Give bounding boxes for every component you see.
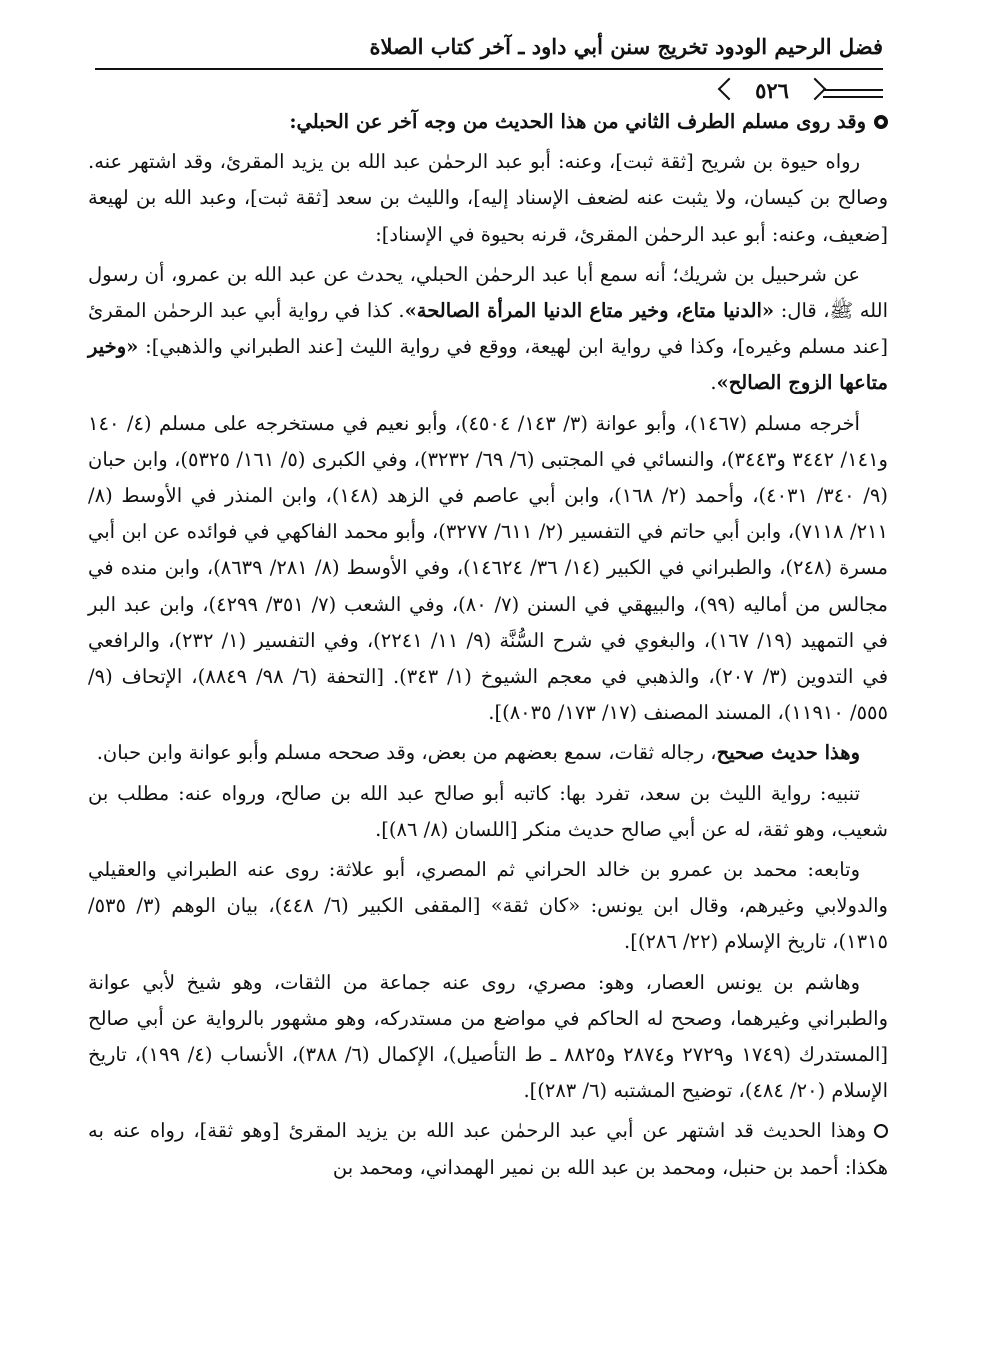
paragraph: وهاشم بن يونس العصار، وهو: مصري، روى عنه جماعة من الثقات، وهو شيخ لأبي عوانة والطبراني وغيرهما، وصحح له الحاكم في مواضع من مستدركه، وهو مشهور بالرواية عن أبي صالح [المستدرك (١٧٤٩ و٢٧٢٩ و٢٨٧٤ و٨٨٢٥ ـ ط التأصيل)، الإكمال (٦/ ٣٨٨)، الأنساب (٤/ ١٩٩)، تاريخ الإسلام (٢٠/ ٤٨٤)، توضيح المشتبه (٦/ ٢٨٣)]. [88, 970, 888, 1103]
paragraph: رواه حيوة بن شريح [ثقة ثبت]، وعنه: أبو عبد الرحمٰن عبد الله بن يزيد المقرئ، وقد اشتهر عنه. وصالح بن كيسان، ولا يثبت عنه لضعف الإسناد إليه]، والليث بن سعد [ثقة ثبت]، وعبد الله بن لهيعة [ضعيف، وعنه: أبو عبد الرحمٰن المقرئ، قرنه بحيوة في الإسناد]: [88, 150, 888, 246]
paragraph-intro: وقد روى مسلم الطرف الثاني من هذا الحديث من وجه آخر عن الحبلي: [88, 104, 888, 140]
paragraph: وتابعه: محمد بن عمرو بن خالد الحراني ثم المصري، أبو علاثة: روى عنه الطبراني والعقيلي والدولابي وغيرهم، وقال ابن يونس: «كان ثقة» [المقفى الكبير (٦/ ٤٤٨)، بيان الوهم (٣/ ٥٣٥/ ١٣١٥)، تاريخ الإسلام (٢٢/ ٢٨٦)]. [88, 858, 888, 954]
paragraph-takhrij: أخرجه مسلم (١٤٦٧)، وأبو عوانة (٣/ ١٤٣/ ٤٥٠٤)، وأبو نعيم في مستخرجه على مسلم (٤/ ١٤٠ و١٤١/ ٣٤٤٢ و٣٤٤٣)، والنسائي في المجتبى (٦/ ٦٩/ ٣٢٣٢)، وفي الكبرى (٥/ ١٦١/ ٥٣٢٥)، وابن حبان (٩/ ٣٤٠/ ٤٠٣١)، وأحمد (٢/ ١٦٨)، وابن أبي عاصم في الزهد (١٤٨)، وابن المنذر في الأوسط (٨/ ٢١١/ ٧١١٨)، وابن أبي حاتم في التفسير (٢/ ٦١١/ ٣٢٧٧)، وأبو محمد الفاكهي في فوائده عن ابن أبي مسرة (٢٤٨)، والطبراني في الكبير (١٤/ ٣٦/ ١٤٦٢٤)، وفي الأوسط (٨/ ٢٨١/ ٨٦٣٩)، وابن منده في مجالس من أماليه (٩٩)، والبيهقي في السنن (٧/ ٨٠)، وفي الشعب (٧/ ٣٥١/ ٤٢٩٩)، وابن عبد البر في التمهيد (١٩/ ١٦٧)، والبغوي في شرح السُّنَّة (٩/ ١١/ ٢٢٤١)، وفي التفسير (١/ ٢٣٢)، والرافعي في التدوين (٣/ ٢٠٧)، والذهبي في معجم الشيوخ (١/ ٣٤٣). [التحفة (٦/ ٩٨/ ٨٨٤٩)، الإتحاف (٩/ ٥٥٥/ ١١٩١٠)، المسند المصنف (١٧/ ١٧٣/ ٨٠٣٥)]. [88, 411, 889, 725]
page-body [88, 104, 888, 1190]
bullet-icon [874, 115, 888, 129]
paragraph-last: وهذا الحديث قد اشتهر عن أبي عبد الرحمٰن عبد الله بن يزيد المقرئ [وهو ثقة]، رواه عنه به هكذا: أحمد بن حنبل، ومحمد بن عبد الله بن نمير الهمداني، ومحمد بن [88, 1119, 888, 1179]
hadith-text: «وخير متاعها الزوج الصالح» [88, 335, 888, 395]
header-rule [95, 68, 883, 70]
running-title: فضل الرحيم الودود تخريج سنن أبي داود ـ آخر كتاب الصلاة [369, 34, 883, 59]
hadith-text: «الدنيا متاع، وخير متاع الدنيا المرأة الصالحة» [404, 299, 775, 323]
page-header [95, 30, 883, 103]
paragraph: عن شرحبيل بن شريك؛ أنه سمع أبا عبد الرحمٰن الحبلي، يحدث عن عبد الله بن عمرو، أن رسول الله ﷺ، قال: «الدنيا متاع، وخير متاع الدنيا المرأة الصالحة». كذا في رواية أبي عبد الرحمٰن المقرئ [عند مسلم وغيره]، وكذا في رواية ابن لهيعة، ووقع في رواية الليث [عند الطبراني والذهبي]: «وخير متاعها الزوج الصالح». [88, 262, 888, 395]
ruling-text: وهذا حديث صحيح [716, 741, 860, 765]
paragraph-ruling: وهذا حديث صحيح، رجاله ثقات، سمع بعضهم من بعض، وقد صححه مسلم وأبو عوانة وابن حبان. [96, 741, 860, 765]
bullet-icon [874, 1124, 888, 1138]
page-number: ٥٢٦ [727, 76, 817, 106]
double-rule-right [823, 89, 883, 98]
paragraph-note: تنبيه: رواية الليث بن سعد، تفرد بها: كاتبه أبو صالح عبد الله بن صالح، ورواه عنه: مطلب بن شعيب، وهو ثقة، له عن أبي صالح حديث منكر [اللسان (٨/ ٨٦)]. [88, 781, 888, 841]
